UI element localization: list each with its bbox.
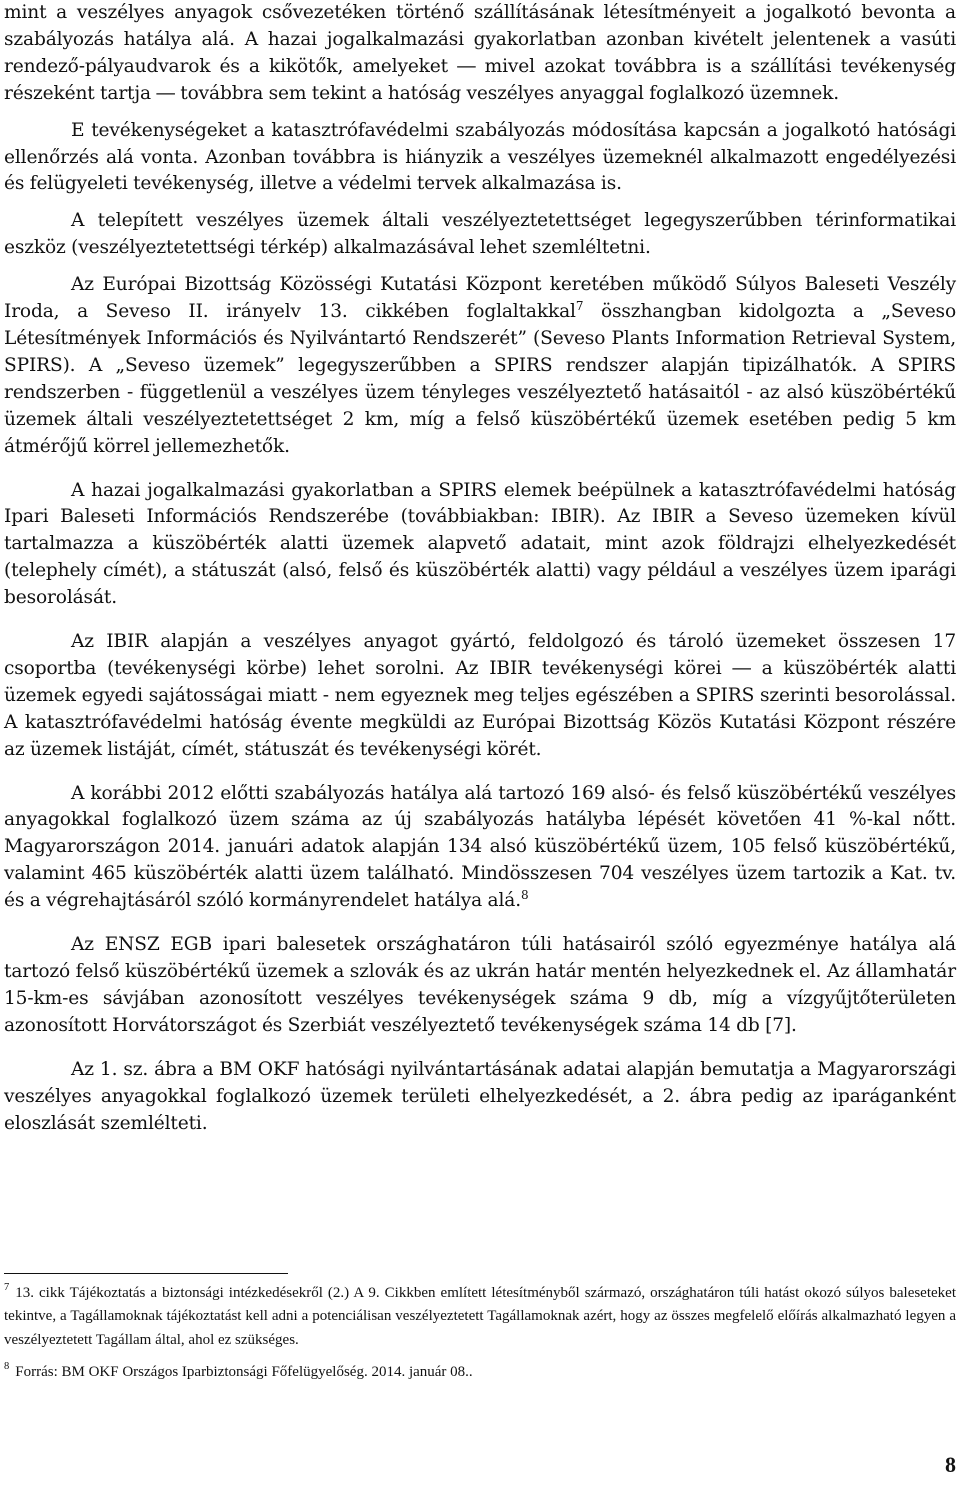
footnote-separator <box>4 1273 288 1274</box>
footnote-text: Forrás: BM OKF Országos Iparbiztonsági Főfelügyelőség. 2014. január 08.. <box>15 1364 473 1381</box>
paragraph-9: Az 1. sz. ábra a BM OKF hatósági nyilvántartásának adatai alapján bemutatja a Magyarországi veszélyes anyagokkal foglalkozó üzemek területi elhelyezkedését, a 2. ábra pedig az iparáganként eloszlását szemlélteti. <box>4 1058 956 1134</box>
paragraph-4 <box>4 272 956 460</box>
footnote-text: 13. cikk Tájékoztatás a biztonsági intézkedésekről (2.) A 9. Cikkben említett létesítményből származó, országhatáron túli hatást okozó súlyos baleseteket tekintve, a Tagállamoknak tájékoztatást kell adni a potenciálisan veszélyeztetett Tagállamoknak azért, hogy az összes megfelelő előírás alkalmazható legyen a veszélyeztetett Tagállam által, ahol ez szükséges. <box>4 1285 956 1348</box>
footnotes <box>4 1282 956 1385</box>
paragraph-2: E tevékenységeket a katasztrófavédelmi szabályozás módosítása kapcsán a jogalkotó hatósági ellenőrzés alá vonta. Azonban továbbra is hiányzik a veszélyes üzemeknél alkalmazott engedélyezési és felügyeleti tevékenység, illetve a védelmi tervek alkalmazása is. <box>4 119 956 195</box>
paragraph-5: A hazai jogalkalmazási gyakorlatban a SPIRS elemek beépülnek a katasztrófavédelmi hatóság Ipari Baleseti Információs Rendszerébe (továbbiakban: IBIR). Az IBIR a Seveso üzemeken kívül tartalmazza a küszöbérték alatti üzemek alapvető adatait, mint azok földrajzi elhelyezkedését (telephely címét), a státuszát (alsó, felső és küszöbérték alatti) vagy például a veszélyes üzem iparági besorolását. <box>4 479 956 609</box>
footnote-8 <box>4 1361 956 1384</box>
paragraph-6: Az IBIR alapján a veszélyes anyagot gyártó, feldolgozó és tároló üzemeket összesen 17 csoportba (tevékenységi körbe) lehet sorolni. Az IBIR tevékenységi körei ― a küszöbérték alatti üzemek egyedi sajátosságai miatt - nem egyeznek meg teljes egészében a SPIRS szerinti besorolással. A katasztrófavédelmi hatóság évente megküldi az Európai Bizottság Közös Kutatási Központ részére az üzemek listáját, címét, státuszát és tevékenységi körét. <box>4 631 956 760</box>
page-number: 8 <box>945 1452 956 1477</box>
body-text <box>4 0 956 1137</box>
footnote-ref-8[interactable]: 8 <box>521 888 529 902</box>
paragraph-7-text: A korábbi 2012 előtti szabályozás hatálya alá tartozó 169 alsó- és felső küszöbértékű veszélyes anyagokkal foglalkozó üzem száma az új szabályozás hatályba lépését követően 41 %-kal nőtt. Magyarországon 2014. januári adatok alapján 134 alsó küszöbértékű üzem, 105 felső küszöbértékű, valamint 465 küszöbérték alatti üzem található. Mindösszesen 704 veszélyes üzem tartozik a Kat. tv. és a végrehajtásáról szóló kormányrendelet hatálya alá. <box>4 782 956 912</box>
footnote-7 <box>4 1282 956 1352</box>
footnote-mark: 7 <box>4 1282 10 1293</box>
paragraph-7 <box>4 781 956 916</box>
footnote-ref-7[interactable]: 7 <box>575 298 584 313</box>
paragraph-3: A telepített veszélyes üzemek általi veszélyeztetettséget legegyszerűbben térinformatikai eszköz (veszélyeztetettségi térkép) alkalmazásával lehet szemléltetni. <box>4 210 956 259</box>
paragraph-1: mint a veszélyes anyagok csővezetéken történő szállításának létesítményeit a jogalkotó bevonta a szabályozás hatálya alá. A hazai jogalkalmazási gyakorlatban azonban kivételt jelentenek a vasúti rendező-pályaudvarok és a kikötők, amelyeket ― mivel azokat továbbra is a szállítási tevékenység részeként tartja ― továbbra sem tekint a hatóság veszélyes anyaggal foglalkozó üzemnek. <box>4 2 956 104</box>
paragraph-4-part-b: összhangban kidolgozta a „Seveso Létesítmények Információs és Nyilvántartó Rendszerét” (Seveso Plants Information Retrieval System, SPIRS). A „Seveso üzemek” legegyszerűbben a SPIRS rendszer alapján tipizálhatók. A SPIRS rendszerben - függetlenül a veszélyes üzem tényleges veszélyeztető hatásaitól - az alsó küszöbértékű üzemek általi veszélyeztetettséget 2 km, míg a felső küszöbértékű üzemek esetében pedig 5 km átmérőjű körrel jellemezhetők. <box>4 301 956 457</box>
paragraph-4-part-a: Az Európai Bizottság Közösségi Kutatási Központ keretében működő Súlyos Baleseti Veszély Iroda, a Seveso II. irányelv 13. cikkében foglaltakkal <box>4 274 956 323</box>
paragraph-8: Az ENSZ EGB ipari balesetek országhatáron túli hatásairól szóló egyezménye hatálya alá tartozó felső küszöbértékű üzemek a szlovák és az ukrán határ mentén helyezkednek el. Az államhatár 15-km-es sávjában azonosított veszélyes tevékenységek száma 9 db, míg a vízgyűjtőterületen azonosított Horvátországot és Szerbiát veszélyeztető tevékenységek száma 14 db [7]. <box>4 934 956 1036</box>
footnote-mark: 8 <box>4 1361 10 1373</box>
